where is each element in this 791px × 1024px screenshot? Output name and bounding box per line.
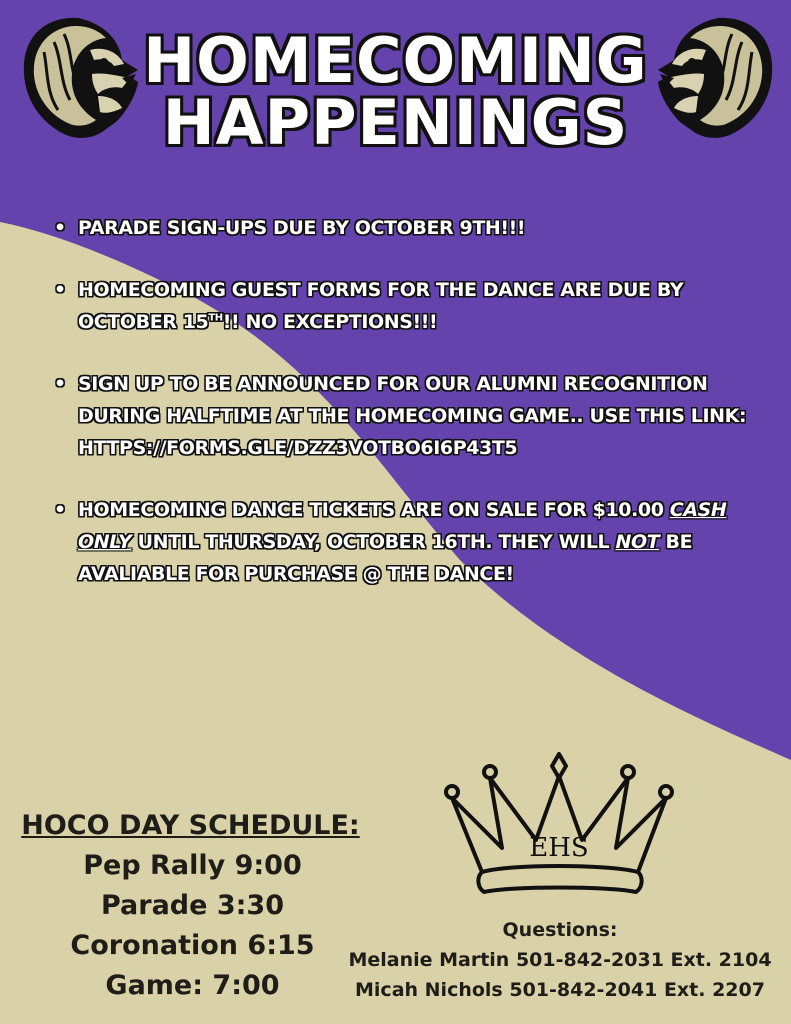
hoco-day-schedule <box>20 806 365 1006</box>
crown-ehs-text: EHS <box>529 833 589 863</box>
announcement-text: UNTIL THURSDAY, OCTOBER 16TH. THEY WILL <box>131 531 616 553</box>
announcement-text: HOMECOMING DANCE TICKETS ARE ON SALE FOR $10.00 <box>78 499 670 521</box>
emphasis-not: NOT <box>615 531 660 553</box>
schedule-heading: HOCO DAY SCHEDULE: <box>21 810 360 841</box>
announcement-guest-forms <box>48 274 773 338</box>
questions-heading: Questions: <box>502 919 618 941</box>
announcement-text: BE AVALIABLE FOR PURCHASE @ THE DANCE! <box>78 531 693 585</box>
schedule-item-pep-rally: Pep Rally 9:00 <box>83 850 302 881</box>
crown-icon <box>438 752 680 902</box>
contact-melanie-martin: Melanie Martin 501-842-2031 Ext. 2104 <box>348 949 772 971</box>
schedule-item-game: Game: 7:00 <box>105 970 280 1001</box>
announcement-list <box>48 212 773 620</box>
announcement-text: SIGN UP TO BE ANNOUNCED FOR OUR ALUMNI RECOGNITION DURING HALFTIME AT THE HOMECOMING GAME.. USE THIS LINK: HTTPS://FORMS.GLE/DZZ3VOTBO6I6P43T5 <box>78 373 747 459</box>
announcement-text: PARADE SIGN-UPS DUE BY OCTOBER 9TH!!! <box>78 217 526 239</box>
announcement-text: !! NO EXCEPTIONS!!! <box>222 311 438 333</box>
announcement-alumni-recognition <box>48 368 773 464</box>
schedule-item-coronation: Coronation 6:15 <box>70 930 315 961</box>
announcement-text: HOMECOMING GUEST FORMS FOR THE DANCE ARE DUE BY OCTOBER 15 <box>78 279 684 333</box>
contact-info <box>345 915 775 1005</box>
announcement-parade-signups <box>48 212 773 244</box>
title-line-1: HOMECOMING <box>143 24 648 97</box>
ordinal-suffix: TH <box>208 312 223 324</box>
announcement-dance-tickets <box>48 494 773 590</box>
schedule-item-parade: Parade 3:30 <box>100 890 284 921</box>
emphasis-cash-only: CASH ONLY <box>78 499 727 553</box>
title-line-2: HAPPENINGS <box>162 86 629 159</box>
contact-micah-nichols: Micah Nichols 501-842-2041 Ext. 2207 <box>355 979 765 1001</box>
